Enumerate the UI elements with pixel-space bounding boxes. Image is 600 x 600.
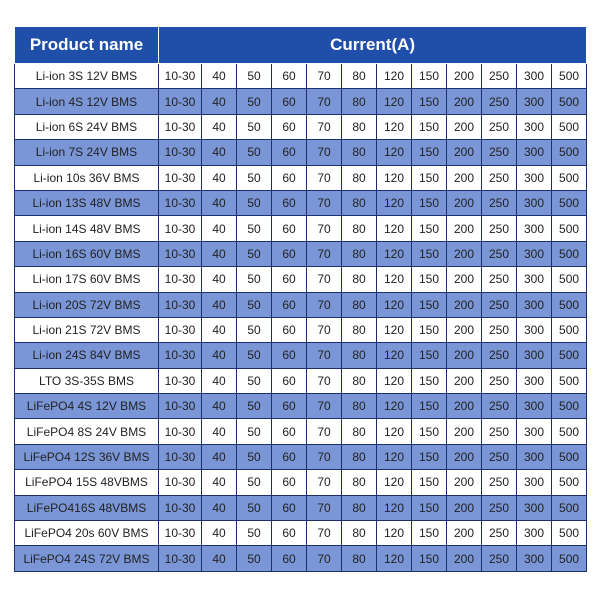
table-row [15,368,587,393]
current-value-cell: 80 [342,64,377,89]
current-value-cell: 60 [272,165,307,190]
current-value-cell: 300 [517,292,552,317]
current-value-cell: 300 [517,394,552,419]
current-value-cell: 120 [377,368,412,393]
current-value-cell: 40 [202,114,237,139]
current-value-cell: 300 [517,470,552,495]
table-row [15,216,587,241]
current-value-cell: 50 [237,546,272,571]
current-value-cell: 500 [552,114,587,139]
current-value-cell: 80 [342,241,377,266]
current-value-cell: 70 [307,444,342,469]
current-value-cell: 50 [237,495,272,520]
current-value-cell: 10-30 [159,317,202,342]
current-value-cell: 200 [447,317,482,342]
current-value-cell: 70 [307,165,342,190]
current-value-cell: 120 [377,64,412,89]
current-value-cell: 10-30 [159,165,202,190]
current-value-cell: 150 [412,140,447,165]
current-value-cell: 50 [237,394,272,419]
current-value-cell: 500 [552,64,587,89]
table-row [15,317,587,342]
current-value-cell: 10-30 [159,368,202,393]
current-value-cell: 250 [482,114,517,139]
current-value-cell: 500 [552,444,587,469]
current-value-cell: 250 [482,368,517,393]
current-value-cell: 120 [377,241,412,266]
current-value-cell: 60 [272,394,307,419]
current-value-cell: 200 [447,368,482,393]
current-value-cell: 200 [447,343,482,368]
current-value-cell: 200 [447,190,482,215]
current-value-cell: 60 [272,114,307,139]
current-value-cell: 120 [377,292,412,317]
current-value-cell: 250 [482,419,517,444]
current-value-cell: 80 [342,495,377,520]
current-value-cell: 70 [307,394,342,419]
current-value-cell: 40 [202,317,237,342]
current-value-cell: 300 [517,495,552,520]
current-value-cell: 500 [552,546,587,571]
current-value-cell: 250 [482,546,517,571]
current-value-cell: 150 [412,216,447,241]
current-value-cell: 40 [202,140,237,165]
current-value-cell: 500 [552,368,587,393]
table-row [15,241,587,266]
current-value-cell: 150 [412,317,447,342]
current-value-cell: 80 [342,165,377,190]
current-value-cell: 200 [447,521,482,546]
current-value-cell: 150 [412,114,447,139]
table-row [15,470,587,495]
current-value-cell: 150 [412,444,447,469]
product-name-cell: LiFePO4 15S 48VBMS [15,470,159,495]
product-name-cell: LiFePO4 12S 36V BMS [15,444,159,469]
current-value-cell: 500 [552,419,587,444]
current-value-cell: 60 [272,368,307,393]
current-value-cell: 120 [377,546,412,571]
current-value-cell: 40 [202,89,237,114]
current-value-cell: 60 [272,64,307,89]
current-value-cell: 150 [412,165,447,190]
current-value-cell: 150 [412,368,447,393]
current-value-cell: 150 [412,89,447,114]
product-name-cell: Li-ion 4S 12V BMS [15,89,159,114]
current-value-cell: 60 [272,521,307,546]
current-value-cell: 50 [237,368,272,393]
current-value-cell: 10-30 [159,470,202,495]
product-name-cell: LTO 3S-35S BMS [15,368,159,393]
current-value-cell: 80 [342,267,377,292]
current-value-cell: 500 [552,190,587,215]
current-value-cell: 40 [202,241,237,266]
current-value-cell: 40 [202,267,237,292]
current-value-cell: 40 [202,292,237,317]
current-value-cell: 500 [552,165,587,190]
current-value-cell: 80 [342,444,377,469]
current-value-cell: 500 [552,267,587,292]
current-value-cell: 50 [237,216,272,241]
table-row [15,419,587,444]
current-value-cell: 70 [307,419,342,444]
current-value-cell: 10-30 [159,444,202,469]
current-value-cell: 250 [482,241,517,266]
current-value-cell: 150 [412,495,447,520]
current-value-cell: 250 [482,267,517,292]
product-name-cell: Li-ion 6S 24V BMS [15,114,159,139]
product-name-cell: Li-ion 17S 60V BMS [15,267,159,292]
current-value-cell: 60 [272,343,307,368]
current-value-cell: 70 [307,241,342,266]
current-value-cell: 50 [237,64,272,89]
current-value-cell: 60 [272,140,307,165]
current-value-cell: 250 [482,521,517,546]
current-value-cell: 70 [307,140,342,165]
current-value-cell: 70 [307,292,342,317]
current-value-cell: 70 [307,190,342,215]
table-row [15,190,587,215]
current-value-cell: 50 [237,241,272,266]
current-value-cell: 120 [377,394,412,419]
current-value-cell: 60 [272,546,307,571]
product-name-cell: LiFePO4 8S 24V BMS [15,419,159,444]
current-value-cell: 50 [237,165,272,190]
product-name-cell: Li-ion 24S 84V BMS [15,343,159,368]
current-value-cell: 200 [447,114,482,139]
current-value-cell: 250 [482,343,517,368]
product-name-header: Product name [15,27,159,64]
current-value-cell: 300 [517,444,552,469]
current-value-cell: 10-30 [159,521,202,546]
current-value-cell: 150 [412,521,447,546]
current-value-cell: 10-30 [159,394,202,419]
current-value-cell: 500 [552,394,587,419]
current-value-cell: 10-30 [159,546,202,571]
current-value-cell: 10-30 [159,292,202,317]
current-value-cell: 10-30 [159,343,202,368]
current-value-cell: 250 [482,64,517,89]
current-value-cell: 120 [377,140,412,165]
current-value-cell: 200 [447,444,482,469]
current-value-cell: 70 [307,495,342,520]
current-value-cell: 200 [447,241,482,266]
current-value-cell: 80 [342,368,377,393]
current-value-cell: 60 [272,190,307,215]
current-value-cell: 80 [342,190,377,215]
current-value-cell: 10-30 [159,216,202,241]
current-value-cell: 50 [237,190,272,215]
product-name-cell: Li-ion 14S 48V BMS [15,216,159,241]
current-value-cell: 300 [517,368,552,393]
table-row [15,114,587,139]
current-value-cell: 40 [202,165,237,190]
bms-current-table-container [14,26,586,572]
current-value-cell: 70 [307,343,342,368]
current-value-cell: 80 [342,419,377,444]
current-value-cell: 60 [272,292,307,317]
current-value-cell: 500 [552,470,587,495]
current-value-cell: 150 [412,394,447,419]
current-value-cell: 70 [307,267,342,292]
current-value-cell: 70 [307,64,342,89]
current-value-cell: 250 [482,190,517,215]
current-value-cell: 10-30 [159,267,202,292]
table-row [15,292,587,317]
current-value-cell: 40 [202,470,237,495]
current-value-cell: 50 [237,521,272,546]
current-value-cell: 500 [552,89,587,114]
product-name-cell: LiFePO4 20s 60V BMS [15,521,159,546]
current-value-cell: 40 [202,64,237,89]
current-value-cell: 300 [517,114,552,139]
current-value-cell: 200 [447,64,482,89]
current-header: Current(A) [159,27,587,64]
table-row [15,165,587,190]
table-row [15,521,587,546]
table-row [15,64,587,89]
current-value-cell: 250 [482,495,517,520]
table-row [15,444,587,469]
current-value-cell: 10-30 [159,64,202,89]
current-value-cell: 60 [272,444,307,469]
current-value-cell: 300 [517,546,552,571]
current-value-cell: 300 [517,216,552,241]
current-value-cell: 40 [202,546,237,571]
current-value-cell: 300 [517,343,552,368]
current-value-cell: 200 [447,140,482,165]
current-value-cell: 120 [377,165,412,190]
product-name-cell: LiFePO416S 48VBMS [15,495,159,520]
product-name-cell: LiFePO4 4S 12V BMS [15,394,159,419]
current-value-cell: 120 [377,190,412,215]
current-value-cell: 60 [272,89,307,114]
current-value-cell: 250 [482,292,517,317]
current-value-cell: 80 [342,216,377,241]
current-value-cell: 500 [552,317,587,342]
current-value-cell: 500 [552,140,587,165]
current-value-cell: 40 [202,190,237,215]
current-value-cell: 60 [272,216,307,241]
current-value-cell: 40 [202,419,237,444]
current-value-cell: 80 [342,292,377,317]
current-value-cell: 120 [377,495,412,520]
product-name-cell: Li-ion 20S 72V BMS [15,292,159,317]
current-value-cell: 250 [482,89,517,114]
current-value-cell: 50 [237,267,272,292]
current-value-cell: 120 [377,470,412,495]
product-name-cell: Li-ion 7S 24V BMS [15,140,159,165]
current-value-cell: 10-30 [159,114,202,139]
current-value-cell: 150 [412,292,447,317]
current-value-cell: 120 [377,114,412,139]
product-name-cell: Li-ion 10s 36V BMS [15,165,159,190]
current-value-cell: 70 [307,521,342,546]
current-value-cell: 120 [377,343,412,368]
current-value-cell: 200 [447,546,482,571]
current-value-cell: 250 [482,470,517,495]
current-value-cell: 60 [272,267,307,292]
header-row [15,27,587,64]
table-row [15,267,587,292]
current-value-cell: 10-30 [159,495,202,520]
current-value-cell: 70 [307,470,342,495]
current-value-cell: 80 [342,470,377,495]
current-value-cell: 120 [377,216,412,241]
current-value-cell: 500 [552,241,587,266]
current-value-cell: 10-30 [159,241,202,266]
current-value-cell: 200 [447,165,482,190]
current-value-cell: 40 [202,521,237,546]
current-value-cell: 60 [272,470,307,495]
current-value-cell: 500 [552,216,587,241]
current-value-cell: 50 [237,114,272,139]
current-value-cell: 300 [517,317,552,342]
current-value-cell: 40 [202,394,237,419]
current-value-cell: 50 [237,317,272,342]
current-value-cell: 70 [307,216,342,241]
current-value-cell: 50 [237,419,272,444]
current-value-cell: 150 [412,190,447,215]
table-row [15,140,587,165]
current-value-cell: 150 [412,343,447,368]
current-value-cell: 300 [517,521,552,546]
current-value-cell: 150 [412,470,447,495]
current-value-cell: 70 [307,368,342,393]
current-value-cell: 50 [237,470,272,495]
current-value-cell: 70 [307,114,342,139]
current-value-cell: 150 [412,546,447,571]
current-value-cell: 120 [377,317,412,342]
current-value-cell: 150 [412,64,447,89]
current-value-cell: 150 [412,241,447,266]
current-value-cell: 40 [202,368,237,393]
current-value-cell: 200 [447,495,482,520]
current-value-cell: 250 [482,216,517,241]
current-value-cell: 40 [202,343,237,368]
current-value-cell: 80 [342,89,377,114]
current-value-cell: 120 [377,419,412,444]
current-value-cell: 200 [447,89,482,114]
current-value-cell: 500 [552,343,587,368]
current-value-cell: 200 [447,470,482,495]
current-value-cell: 300 [517,241,552,266]
current-value-cell: 120 [377,267,412,292]
current-value-cell: 40 [202,495,237,520]
current-value-cell: 250 [482,165,517,190]
current-value-cell: 80 [342,546,377,571]
current-value-cell: 300 [517,190,552,215]
current-value-cell: 80 [342,140,377,165]
current-value-cell: 10-30 [159,190,202,215]
current-value-cell: 60 [272,495,307,520]
table-row [15,495,587,520]
current-value-cell: 80 [342,394,377,419]
current-value-cell: 10-30 [159,89,202,114]
current-value-cell: 500 [552,521,587,546]
current-value-cell: 300 [517,89,552,114]
current-value-cell: 250 [482,317,517,342]
current-value-cell: 80 [342,114,377,139]
current-value-cell: 60 [272,317,307,342]
table-row [15,89,587,114]
bms-current-table [14,26,587,572]
current-value-cell: 120 [377,89,412,114]
current-value-cell: 60 [272,241,307,266]
current-value-cell: 150 [412,267,447,292]
product-name-cell: LiFePO4 24S 72V BMS [15,546,159,571]
current-value-cell: 60 [272,419,307,444]
current-value-cell: 120 [377,521,412,546]
current-value-cell: 80 [342,521,377,546]
current-value-cell: 10-30 [159,419,202,444]
current-value-cell: 200 [447,216,482,241]
current-value-cell: 50 [237,89,272,114]
current-value-cell: 500 [552,495,587,520]
current-value-cell: 300 [517,419,552,444]
current-value-cell: 200 [447,267,482,292]
current-value-cell: 300 [517,267,552,292]
current-value-cell: 150 [412,419,447,444]
current-value-cell: 80 [342,343,377,368]
current-value-cell: 70 [307,546,342,571]
current-value-cell: 50 [237,444,272,469]
current-value-cell: 40 [202,216,237,241]
table-row [15,394,587,419]
current-value-cell: 50 [237,292,272,317]
current-value-cell: 500 [552,292,587,317]
current-value-cell: 40 [202,444,237,469]
product-name-cell: Li-ion 21S 72V BMS [15,317,159,342]
current-value-cell: 200 [447,394,482,419]
table-body [15,64,587,572]
current-value-cell: 200 [447,292,482,317]
current-value-cell: 10-30 [159,140,202,165]
current-value-cell: 70 [307,317,342,342]
current-value-cell: 250 [482,140,517,165]
current-value-cell: 300 [517,165,552,190]
table-row [15,343,587,368]
current-value-cell: 250 [482,444,517,469]
current-value-cell: 70 [307,89,342,114]
table-row [15,546,587,571]
product-name-cell: Li-ion 13S 48V BMS [15,190,159,215]
current-value-cell: 120 [377,444,412,469]
current-value-cell: 50 [237,140,272,165]
current-value-cell: 300 [517,64,552,89]
current-value-cell: 50 [237,343,272,368]
product-name-cell: Li-ion 16S 60V BMS [15,241,159,266]
product-name-cell: Li-ion 3S 12V BMS [15,64,159,89]
current-value-cell: 250 [482,394,517,419]
current-value-cell: 200 [447,419,482,444]
current-value-cell: 80 [342,317,377,342]
current-value-cell: 300 [517,140,552,165]
